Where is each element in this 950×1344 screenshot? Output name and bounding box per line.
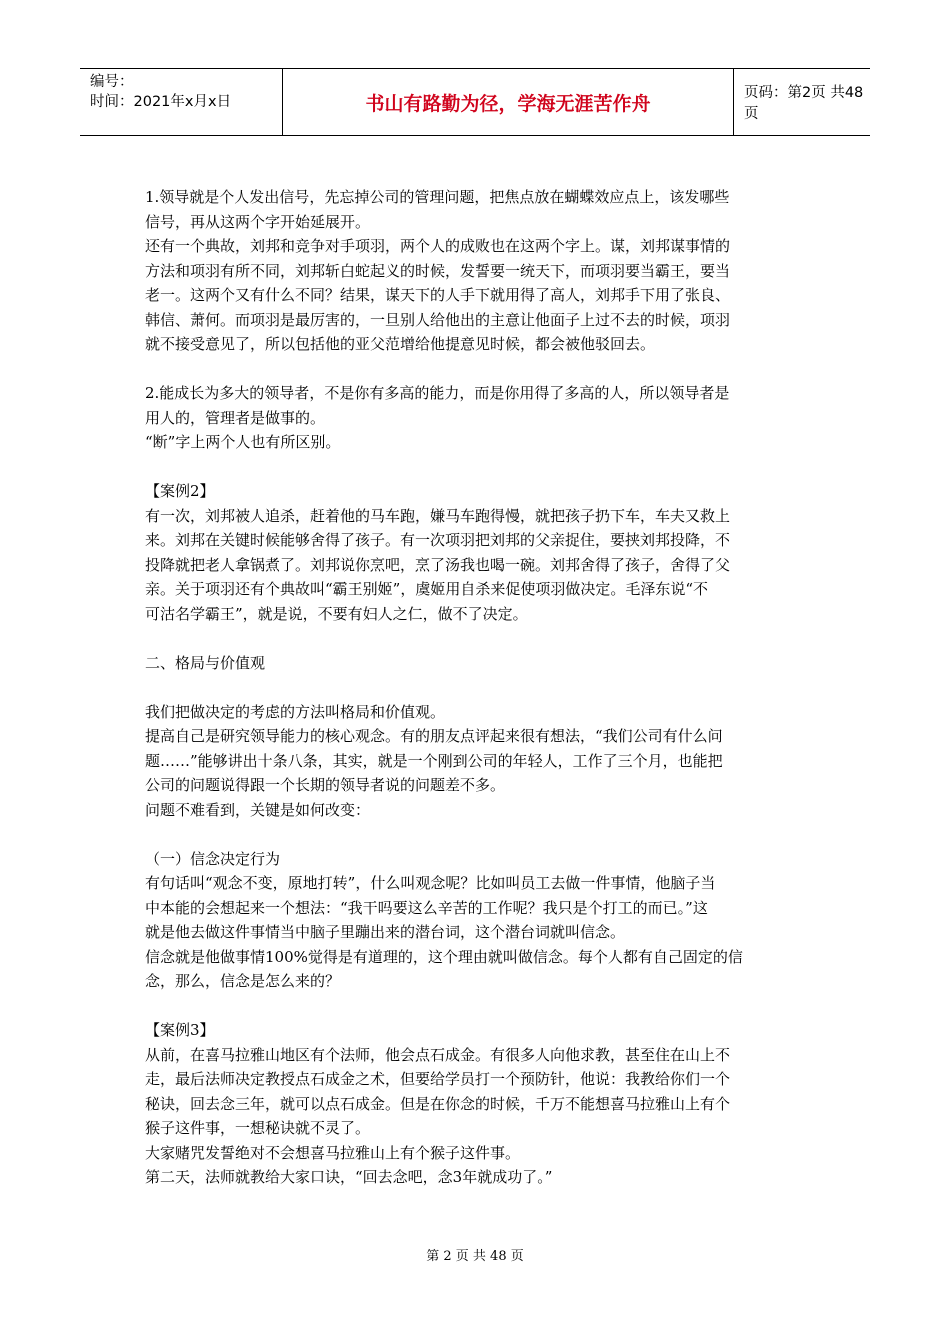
text-line: 走，最后法师决定教授点石成金之术，但要给学员打一个预防针，他说：我教给你们一个: [145, 1070, 731, 1088]
blank-line: [145, 357, 815, 382]
text-line: “断”字上两个人也有所区别。: [145, 433, 341, 451]
text-line: 就不接受意见了，所以包括他的亚父范增给他提意见时候，都会被他驳回去。: [145, 335, 656, 353]
text-line: 还有一个典故，刘邦和竞争对手项羽，两个人的成败也在这两个字上。谋，刘邦谋事情的: [145, 237, 731, 255]
text-line: 可沽名学霸王”，就是说，不要有妇人之仁，做不了决定。: [145, 604, 528, 623]
text-line: 亲。关于项羽还有个典故叫“霸王别姬”，虞姬用自杀来促使项羽做决定。毛泽东说“不: [145, 580, 709, 598]
header-page-info: 页码：第2页 共48页: [744, 85, 864, 122]
page-header: [80, 68, 870, 136]
text-line: 从前，在喜马拉雅山地区有个法师，他会点石成金。有很多人向他求教，甚至住在山上不: [145, 1045, 731, 1064]
text-line: 【案例2】: [145, 482, 215, 500]
text-line: 念，那么，信念是怎么来的？: [145, 972, 341, 990]
text-line: 提高自己是研究领导能力的核心观念。有的朋友点评起来很有想法，“我们公司有什么问: [145, 727, 723, 745]
page-footer: 第 2 页 共 48 页: [426, 1249, 524, 1264]
text-line: 秘诀，回去念三年，就可以点石成金。但是在你念的时候，千万不能想喜马拉雅山上有个: [145, 1094, 731, 1113]
header-motto: 书山有路勤为径，学海无涯苦作舟: [282, 69, 734, 135]
text-line: 有句话叫“观念不变，原地打转”，什么叫观念呢？比如叫员工去做一件事情，他脑子当: [145, 874, 716, 892]
text-line: 来。刘邦在关键时候能够舍得了孩子。有一次项羽把刘邦的父亲捉住，要挟刘邦投降，不: [145, 531, 731, 549]
text-line: 韩信、萧何。而项羽是最厉害的，一旦别人给他出的主意让他面子上过不去的时候，项羽: [145, 310, 731, 329]
blank-line: [145, 626, 815, 651]
text-line: 信念就是他做事情100%觉得是有道理的，这个理由就叫做信念。每个人都有自己固定的信: [145, 947, 743, 966]
text-line: 猴子这件事，一想秘诀就不灵了。: [145, 1119, 371, 1137]
text-line: （一）信念决定行为: [145, 849, 281, 868]
text-line: 公司的问题说得跟一个长期的领导者说的问题差不多。: [145, 776, 506, 794]
text-line: 投降就把老人拿锅煮了。刘邦说你烹吧，烹了汤我也喝一碗。刘邦舍得了孩子，舍得了父: [145, 555, 731, 574]
text-line: 信号，再从这两个字开始延展开。: [145, 212, 371, 231]
text-line: 问题不难看到，关键是如何改变：: [145, 800, 371, 819]
document-number: 编号：: [90, 74, 134, 90]
text-line: 有一次，刘邦被人追杀，赶着他的马车跑，嫌马车跑得慢，就把孩子扔下车，车夫又救上: [145, 506, 731, 525]
text-line: 用人的，管理者是做事的。: [145, 408, 326, 427]
text-line: 中本能的会想起来一个想法：“我干吗要这么辛苦的工作呢？我只是个打工的而已。”这: [145, 898, 708, 917]
text-line: 大家赌咒发誓绝对不会想喜马拉雅山上有个猴子这件事。: [145, 1143, 521, 1162]
blank-line: [145, 994, 815, 1019]
text-line: 第二天，法师就教给大家口诀，“回去念吧，念3年就成功了。”: [145, 1168, 553, 1186]
blank-line: [145, 822, 815, 847]
text-line: 二、格局与价值观: [145, 653, 266, 672]
blank-line: [145, 675, 815, 700]
document-date: 时间：2021年x月x日: [90, 94, 232, 110]
text-line: 方法和项羽有所不同，刘邦斩白蛇起义的时候，发誓要一统天下，而项羽要当霸王，要当: [145, 261, 731, 280]
text-line: 2.能成长为多大的领导者，不是你有多高的能力，而是你用得了多高的人，所以领导者是: [145, 384, 730, 402]
text-line: 1.领导就是个人发出信号，先忘掉公司的管理问题，把焦点放在蝴蝶效应点上，该发哪些: [145, 188, 730, 206]
blank-line: [145, 455, 815, 480]
text-line: 题……”能够讲出十条八条，其实，就是一个刚到公司的年轻人，工作了三个月，也能把: [145, 751, 723, 770]
header-meta: [80, 69, 282, 135]
document-body: [145, 185, 815, 1190]
text-line: 老一。这两个又有什么不同？结果，谋天下的人手下就用得了高人，刘邦手下用了张良、: [145, 286, 731, 304]
text-line: 【案例3】: [145, 1021, 215, 1039]
text-line: 我们把做决定的考虑的方法叫格局和价值观。: [145, 702, 446, 721]
text-line: 就是他去做这件事情当中脑子里蹦出来的潜台词，这个潜台词就叫信念。: [145, 923, 626, 941]
